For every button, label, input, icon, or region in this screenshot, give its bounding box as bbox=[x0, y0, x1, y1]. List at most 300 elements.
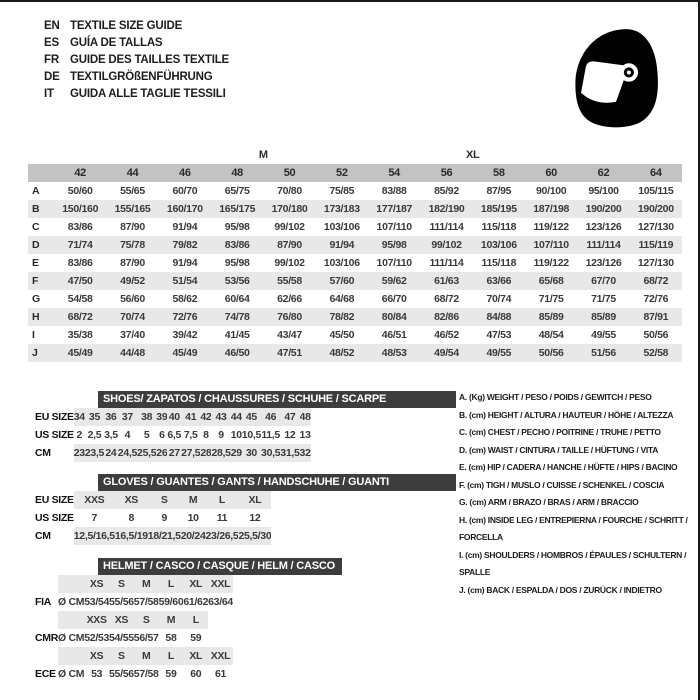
measurement-row bbox=[28, 308, 682, 326]
size-value: 37 bbox=[118, 408, 137, 426]
size-value: 6,5 bbox=[167, 429, 182, 441]
size-value: 31,5 bbox=[280, 444, 299, 462]
measurement-row bbox=[28, 182, 682, 200]
measurement-value: 87/90 bbox=[263, 236, 315, 254]
size-table-row bbox=[28, 527, 271, 545]
measurement-value: 103/106 bbox=[323, 257, 360, 269]
measurement-value: 49/54 bbox=[420, 344, 472, 362]
helmet-table-row bbox=[28, 647, 233, 665]
measurement-value: 70/74 bbox=[486, 293, 512, 305]
size-table-row bbox=[28, 444, 311, 462]
measurement-value: 103/106 bbox=[323, 221, 360, 233]
size-value: 23/26,5 bbox=[206, 527, 239, 545]
measurement-letter: E bbox=[32, 257, 39, 269]
standard-label: CMR bbox=[28, 629, 58, 647]
size-value: 42 bbox=[200, 408, 211, 426]
measurement-value: 119/122 bbox=[533, 221, 569, 233]
measurement-value: 87/90 bbox=[120, 221, 145, 233]
measurement-value: 61/63 bbox=[420, 272, 472, 290]
size-value: 24 bbox=[104, 444, 118, 462]
measurement-value: 70/80 bbox=[277, 185, 302, 197]
standard-label bbox=[28, 611, 58, 629]
size-group-label bbox=[630, 146, 682, 164]
size-value: S bbox=[148, 491, 181, 509]
size-value: XXS bbox=[74, 491, 115, 509]
helmet-size-value: S bbox=[134, 611, 159, 629]
measurement-value: 70/74 bbox=[106, 308, 158, 326]
measurement-value: 52/58 bbox=[630, 344, 682, 362]
row-label: EU SIZE bbox=[28, 408, 74, 426]
language-code: EN bbox=[44, 20, 60, 32]
helmet-size-value: M bbox=[134, 647, 159, 665]
measurement-value: 150/160 bbox=[54, 200, 106, 218]
measurement-value: 123/126 bbox=[585, 221, 622, 233]
measurement-value: 55/58 bbox=[263, 272, 315, 290]
measurement-value: 115/118 bbox=[481, 257, 517, 269]
size-group-label: S bbox=[106, 146, 211, 164]
size-value: 7 bbox=[91, 512, 98, 524]
size-number: 60 bbox=[525, 164, 577, 182]
measurement-value: 41/45 bbox=[224, 329, 250, 341]
helmet-size-value: XS bbox=[109, 611, 134, 629]
measurement-value: 107/110 bbox=[376, 221, 412, 233]
measurement-value: 107/110 bbox=[376, 257, 412, 269]
helmet-size-table bbox=[28, 575, 233, 683]
legend-item: B. (cm) HEIGHT / ALTURA / HAUTEUR / HÖHE / ALTEZZA bbox=[459, 409, 674, 420]
legend-item: G. (cm) ARM / BRAZO / BRAS / ARM / BRACCIO bbox=[459, 497, 639, 507]
measurement-letter: F bbox=[28, 272, 54, 290]
helmet-size-value: XXL bbox=[208, 647, 233, 665]
size-value: 26 bbox=[156, 444, 167, 462]
measurement-value: 190/200 bbox=[630, 200, 682, 218]
language-row bbox=[44, 35, 229, 52]
measurement-value: 49/55 bbox=[473, 344, 525, 362]
size-number: 52 bbox=[316, 164, 368, 182]
size-value: 13 bbox=[299, 429, 311, 441]
size-value: 2,5 bbox=[87, 429, 102, 441]
legend-item: F. (cm) TIGH / MUSLO / CUISSE / SCHENKEL / COSCIA bbox=[459, 479, 665, 490]
helmet-size-value: L bbox=[159, 575, 184, 593]
helmet-size-value: 63/64 bbox=[208, 596, 233, 608]
measurement-value: 74/78 bbox=[211, 308, 263, 326]
measurement-value: 87/95 bbox=[486, 185, 512, 197]
measurement-row bbox=[28, 200, 682, 218]
size-number: 54 bbox=[368, 164, 420, 182]
helmet-size-value: 53/54 bbox=[84, 596, 110, 608]
size-number: 50 bbox=[263, 164, 315, 182]
measurement-legend bbox=[459, 389, 697, 599]
measurement-value: 177/187 bbox=[368, 200, 420, 218]
diameter-unit-cell: Ø CM bbox=[58, 632, 85, 644]
measurement-value: 155/165 bbox=[106, 200, 158, 218]
size-value: 12 bbox=[284, 429, 296, 441]
measurement-value: 165/175 bbox=[211, 200, 263, 218]
measurement-value: 60/70 bbox=[172, 185, 198, 197]
measurement-letter: I bbox=[32, 329, 35, 341]
measurement-value: 51/56 bbox=[577, 344, 629, 362]
helmet-size-value: 55/56 bbox=[109, 596, 134, 608]
measurement-value: 55/65 bbox=[120, 185, 145, 197]
size-table-row bbox=[28, 491, 271, 509]
measurement-value: 99/102 bbox=[420, 236, 472, 254]
size-value: 8 bbox=[128, 512, 135, 524]
size-value: 45 bbox=[242, 408, 261, 426]
diameter-unit-cell bbox=[58, 611, 84, 629]
measurement-value: 62/66 bbox=[277, 293, 302, 305]
measurement-value: 111/114 bbox=[577, 236, 629, 254]
row-label: US SIZE bbox=[28, 426, 74, 444]
measurement-value: 160/170 bbox=[159, 200, 211, 218]
size-value: 38 bbox=[137, 408, 156, 426]
measurement-value: 103/106 bbox=[473, 236, 525, 254]
measurement-value: 51/54 bbox=[159, 272, 211, 290]
helmet-size-value: M bbox=[134, 575, 159, 593]
helmet-size-value: 54/55 bbox=[109, 632, 134, 644]
row-label: US SIZE bbox=[28, 509, 74, 527]
helmet-size-value: 61 bbox=[214, 668, 227, 680]
size-value: 9 bbox=[161, 512, 168, 524]
measurement-row bbox=[28, 326, 682, 344]
helmet-size-value: 53 bbox=[91, 668, 103, 680]
diameter-unit-cell bbox=[58, 647, 84, 665]
size-value: 9 bbox=[218, 429, 224, 441]
size-value: 10 bbox=[230, 429, 242, 441]
helmet-size-value: 57/58 bbox=[133, 596, 159, 608]
size-value: 23,5 bbox=[85, 444, 104, 462]
size-value: L bbox=[206, 491, 239, 509]
size-value: 8 bbox=[203, 429, 209, 441]
measurement-value: 119/122 bbox=[533, 257, 569, 269]
measurement-value: 79/82 bbox=[159, 236, 211, 254]
measurement-value: 58/62 bbox=[172, 293, 198, 305]
helmet-size-value: S bbox=[109, 575, 134, 593]
diameter-unit-cell bbox=[58, 575, 84, 593]
size-number: 56 bbox=[420, 164, 472, 182]
measurement-value: 83/86 bbox=[211, 236, 263, 254]
size-value: 34 bbox=[74, 408, 85, 426]
measurement-value: 111/114 bbox=[429, 221, 464, 233]
measurement-letter: D bbox=[28, 236, 54, 254]
size-value: 29 bbox=[231, 444, 242, 462]
measurement-value: 47/50 bbox=[54, 272, 106, 290]
size-value: 28,5 bbox=[211, 444, 230, 462]
size-value: 46 bbox=[261, 408, 280, 426]
measurement-value: 45/49 bbox=[54, 344, 106, 362]
size-value: 32 bbox=[300, 444, 311, 462]
measurement-value: 65/75 bbox=[224, 185, 250, 197]
measurement-value: 105/115 bbox=[638, 185, 674, 197]
measurement-value: 115/118 bbox=[481, 221, 517, 233]
measurement-row bbox=[28, 236, 682, 254]
measurement-value: 85/89 bbox=[577, 308, 629, 326]
size-number-row bbox=[28, 164, 682, 182]
size-number: 42 bbox=[54, 164, 106, 182]
size-value: 44 bbox=[231, 408, 242, 426]
measurement-value: 72/76 bbox=[159, 308, 211, 326]
gloves-table-title: GLOVES / GUANTES / GANTS / HANDSCHUHE / GUANTI bbox=[98, 474, 456, 491]
helmet-size-value bbox=[208, 611, 233, 629]
measurement-value: 35/38 bbox=[67, 329, 93, 341]
size-value: 40 bbox=[167, 408, 181, 426]
measurement-letter: H bbox=[28, 308, 54, 326]
helmet-size-value: XS bbox=[84, 647, 109, 665]
size-value: XL bbox=[238, 491, 271, 509]
language-code: FR bbox=[44, 54, 59, 66]
measurement-value: 49/55 bbox=[591, 329, 616, 341]
size-table-row bbox=[28, 509, 271, 527]
measurement-row bbox=[28, 272, 682, 290]
language-row bbox=[44, 86, 229, 103]
measurement-value: 78/82 bbox=[316, 308, 368, 326]
size-value: 12 bbox=[249, 512, 261, 524]
measurement-value: 182/190 bbox=[420, 200, 472, 218]
measurement-value: 111/114 bbox=[429, 257, 464, 269]
size-value: 41 bbox=[181, 408, 200, 426]
helmet-size-value bbox=[208, 629, 233, 647]
size-value: 11,5 bbox=[261, 429, 280, 441]
measurement-value: 64/68 bbox=[329, 293, 355, 305]
measurement-value: 83/88 bbox=[381, 185, 407, 197]
size-value: 25,5/30 bbox=[238, 527, 271, 545]
size-value: 5 bbox=[143, 429, 150, 441]
size-value: 3,5 bbox=[104, 429, 118, 441]
language-title-list bbox=[44, 18, 229, 103]
measurement-row bbox=[28, 344, 682, 362]
helmet-size-value: 59 bbox=[165, 668, 177, 680]
measurement-value: 76/80 bbox=[263, 308, 315, 326]
measurement-value: 123/126 bbox=[585, 257, 622, 269]
helmet-table-row bbox=[28, 575, 233, 593]
measurement-value: 85/89 bbox=[525, 308, 577, 326]
measurement-value: 72/76 bbox=[643, 293, 669, 305]
language-title: GUIDE DES TAILLES TEXTILE bbox=[70, 54, 229, 66]
measurement-value: 65/68 bbox=[525, 272, 577, 290]
size-group-spacer bbox=[28, 146, 54, 164]
measurement-value: 48/54 bbox=[538, 329, 564, 341]
size-value: 47 bbox=[280, 408, 299, 426]
measurement-letter: G bbox=[32, 293, 40, 305]
helmet-table-title: HELMET / CASCO / CASQUE / HELM / CASCO bbox=[98, 558, 342, 575]
measurement-value: 49/52 bbox=[106, 272, 158, 290]
helmet-size-value: L bbox=[159, 647, 184, 665]
measurement-value: 66/70 bbox=[381, 293, 407, 305]
measurement-value: 91/94 bbox=[316, 236, 368, 254]
size-value: 11 bbox=[216, 512, 228, 524]
helmet-size-value: 59/60 bbox=[158, 596, 184, 608]
size-number: 46 bbox=[159, 164, 211, 182]
measurement-value: 45/50 bbox=[329, 329, 355, 341]
legend-item: H. (cm) INSIDE LEG / ENTREPIERNA / FOURCHE / SCHRITT / FORCELLA bbox=[459, 514, 688, 542]
size-value: 18/21,5 bbox=[148, 527, 181, 545]
helmet-table-row bbox=[28, 665, 233, 683]
measurement-value: 82/86 bbox=[420, 308, 472, 326]
size-value: 35 bbox=[85, 408, 104, 426]
diameter-unit-cell: Ø CM bbox=[58, 668, 85, 680]
measurement-value: 95/100 bbox=[588, 185, 619, 197]
size-value: 30,5 bbox=[261, 444, 280, 462]
measurement-letter: C bbox=[32, 221, 40, 233]
size-value: 24,5 bbox=[118, 444, 137, 462]
measurement-value: 95/98 bbox=[224, 221, 250, 233]
legend-item: E. (cm) HIP / CADERA / HANCHE / HÜFTE / HIPS / BACINO bbox=[459, 462, 678, 472]
size-number: 58 bbox=[473, 164, 525, 182]
helmet-size-value: S bbox=[109, 647, 134, 665]
measurement-value: 83/86 bbox=[67, 257, 93, 269]
language-code: ES bbox=[44, 37, 59, 49]
measurement-value: 71/75 bbox=[538, 293, 564, 305]
size-group-row bbox=[28, 146, 682, 164]
measurement-value: 47/51 bbox=[263, 344, 315, 362]
measurement-letter: B bbox=[28, 200, 54, 218]
legend-item: A. (Kg) WEIGHT / PESO / POIDS / GEWITCH / PESO bbox=[459, 392, 652, 402]
helmet-size-value: 52/53 bbox=[84, 632, 110, 644]
standard-label bbox=[28, 575, 58, 593]
size-value: 30 bbox=[242, 444, 261, 462]
helmet-size-value: 61/62 bbox=[183, 596, 209, 608]
size-value: 7,5 bbox=[183, 429, 198, 441]
helmet-size-value: 56/57 bbox=[133, 632, 159, 644]
size-value: 2 bbox=[76, 429, 83, 441]
helmet-size-value: XXS bbox=[84, 611, 109, 629]
language-row bbox=[44, 18, 229, 35]
visor-pivot-center bbox=[627, 70, 631, 74]
size-table-row bbox=[28, 426, 311, 444]
size-value: 4 bbox=[124, 429, 131, 441]
helmet-size-value: XXL bbox=[208, 575, 233, 593]
legend-item: D. (cm) WAIST / CINTURA / TAILLE / HÜFTUNG / VITA bbox=[459, 444, 659, 455]
helmet-size-value: 59 bbox=[190, 632, 202, 644]
helmet-size-value: 58 bbox=[165, 632, 177, 644]
language-code: IT bbox=[44, 88, 54, 100]
measurement-value: 37/40 bbox=[120, 329, 145, 341]
row-label: CM bbox=[28, 444, 74, 462]
measurement-value: 50/60 bbox=[67, 185, 93, 197]
shoes-table-title: SHOES/ ZAPATOS / CHAUSSURES / SCHUHE / SCARPE bbox=[98, 391, 456, 408]
measurement-value: 75/78 bbox=[106, 236, 158, 254]
helmet-size-value: 57/58 bbox=[133, 668, 159, 680]
measurement-value: 63/66 bbox=[473, 272, 525, 290]
diameter-unit-cell: Ø CM bbox=[58, 596, 85, 608]
language-row bbox=[44, 69, 229, 86]
measurement-row bbox=[28, 254, 682, 272]
measurement-value: 67/70 bbox=[577, 272, 629, 290]
shoes-size-table bbox=[28, 408, 311, 462]
helmet-size-value: 60 bbox=[190, 668, 202, 680]
legend-item: C. (cm) CHEST / PECHO / POITRINE / TRUHE / PETTO bbox=[459, 427, 661, 437]
measurement-value: 68/72 bbox=[54, 308, 106, 326]
measurement-value: 99/102 bbox=[274, 221, 305, 233]
measurement-value: 48/52 bbox=[316, 344, 368, 362]
size-value: 43 bbox=[211, 408, 230, 426]
helmet-size-value: L bbox=[183, 611, 208, 629]
measurement-value: 39/42 bbox=[172, 329, 198, 341]
measurement-value: 84/88 bbox=[473, 308, 525, 326]
size-number: 64 bbox=[630, 164, 682, 182]
measurement-value: 187/198 bbox=[525, 200, 577, 218]
gloves-size-table bbox=[28, 491, 271, 545]
helmet-size-value: XS bbox=[84, 575, 109, 593]
measurement-value: 80/84 bbox=[368, 308, 420, 326]
measurement-value: 48/53 bbox=[368, 344, 420, 362]
measurement-value: 47/53 bbox=[486, 329, 512, 341]
measurement-value: 173/183 bbox=[316, 200, 368, 218]
size-group-label bbox=[54, 146, 106, 164]
size-value: 12,5/16,5 bbox=[74, 527, 115, 545]
legend-item: J. (cm) BACK / ESPALDA / DOS / ZURÜCK / INDIETRO bbox=[459, 584, 662, 595]
size-value: 10 bbox=[187, 512, 199, 524]
measurement-value: 87/91 bbox=[630, 308, 682, 326]
measurement-value: 71/75 bbox=[591, 293, 616, 305]
helmet-table-row bbox=[28, 611, 233, 629]
size-value: 28 bbox=[200, 444, 211, 462]
language-row bbox=[44, 52, 229, 69]
measurement-value: 54/58 bbox=[67, 293, 93, 305]
legend-item: I. (cm) SHOULDERS / HOMBROS / ÉPAULES / SCHULTERN / SPALLE bbox=[459, 549, 687, 577]
measurement-row bbox=[28, 218, 682, 236]
size-value: 25,5 bbox=[137, 444, 156, 462]
standard-label bbox=[28, 647, 58, 665]
measurement-value: 53/56 bbox=[211, 272, 263, 290]
measurement-value: 85/92 bbox=[434, 185, 459, 197]
textile-size-table bbox=[28, 146, 682, 362]
language-title: GUIDA ALLE TAGLIE TESSILI bbox=[70, 88, 226, 100]
language-code: DE bbox=[44, 71, 60, 83]
standard-label: FIA bbox=[28, 593, 58, 611]
helmet-table-row bbox=[28, 629, 233, 647]
measurement-value: 44/48 bbox=[106, 344, 158, 362]
measurement-value: 170/180 bbox=[263, 200, 315, 218]
measurement-value: 60/64 bbox=[224, 293, 250, 305]
size-table-row bbox=[28, 408, 311, 426]
measurement-value: 115/119 bbox=[630, 236, 682, 254]
helmet-size-value: M bbox=[159, 611, 184, 629]
measurement-value: 99/102 bbox=[274, 257, 305, 269]
measurement-value: 91/94 bbox=[172, 221, 198, 233]
size-number: 44 bbox=[106, 164, 158, 182]
measurement-value: 95/98 bbox=[368, 236, 420, 254]
row-label: EU SIZE bbox=[28, 491, 74, 509]
measurement-row bbox=[28, 290, 682, 308]
measurement-value: 57/60 bbox=[316, 272, 368, 290]
measurement-value: 68/72 bbox=[630, 272, 682, 290]
measurement-value: 46/50 bbox=[211, 344, 263, 362]
size-value: 16,5/19 bbox=[115, 527, 148, 545]
size-value: 10,5 bbox=[241, 429, 262, 441]
measurement-value: 68/72 bbox=[434, 293, 459, 305]
measurement-value: 45/49 bbox=[159, 344, 211, 362]
size-group-label: XL bbox=[420, 146, 525, 164]
measurement-value: 59/62 bbox=[368, 272, 420, 290]
language-title: GUÍA DE TALLAS bbox=[70, 37, 163, 49]
size-group-label: L bbox=[316, 146, 421, 164]
helmet-table-row bbox=[28, 593, 233, 611]
helmet-size-value: 55/56 bbox=[109, 668, 134, 680]
size-value: 6 bbox=[159, 429, 165, 441]
size-value: 23 bbox=[74, 444, 85, 462]
racing-helmet-icon bbox=[570, 26, 662, 130]
standard-label: ECE bbox=[28, 665, 58, 683]
size-value: M bbox=[181, 491, 206, 509]
helmet-size-value: XL bbox=[183, 647, 208, 665]
measurement-value: 46/52 bbox=[434, 329, 459, 341]
measurement-value: 43/47 bbox=[277, 329, 302, 341]
language-title: TEXTILGRÖßENFÜHRUNG bbox=[70, 71, 213, 83]
row-label: CM bbox=[28, 527, 74, 545]
measurement-value: 50/56 bbox=[525, 344, 577, 362]
measurement-letter: A bbox=[32, 185, 40, 197]
measurement-value: 127/130 bbox=[637, 257, 674, 269]
size-value: 39 bbox=[156, 408, 167, 426]
